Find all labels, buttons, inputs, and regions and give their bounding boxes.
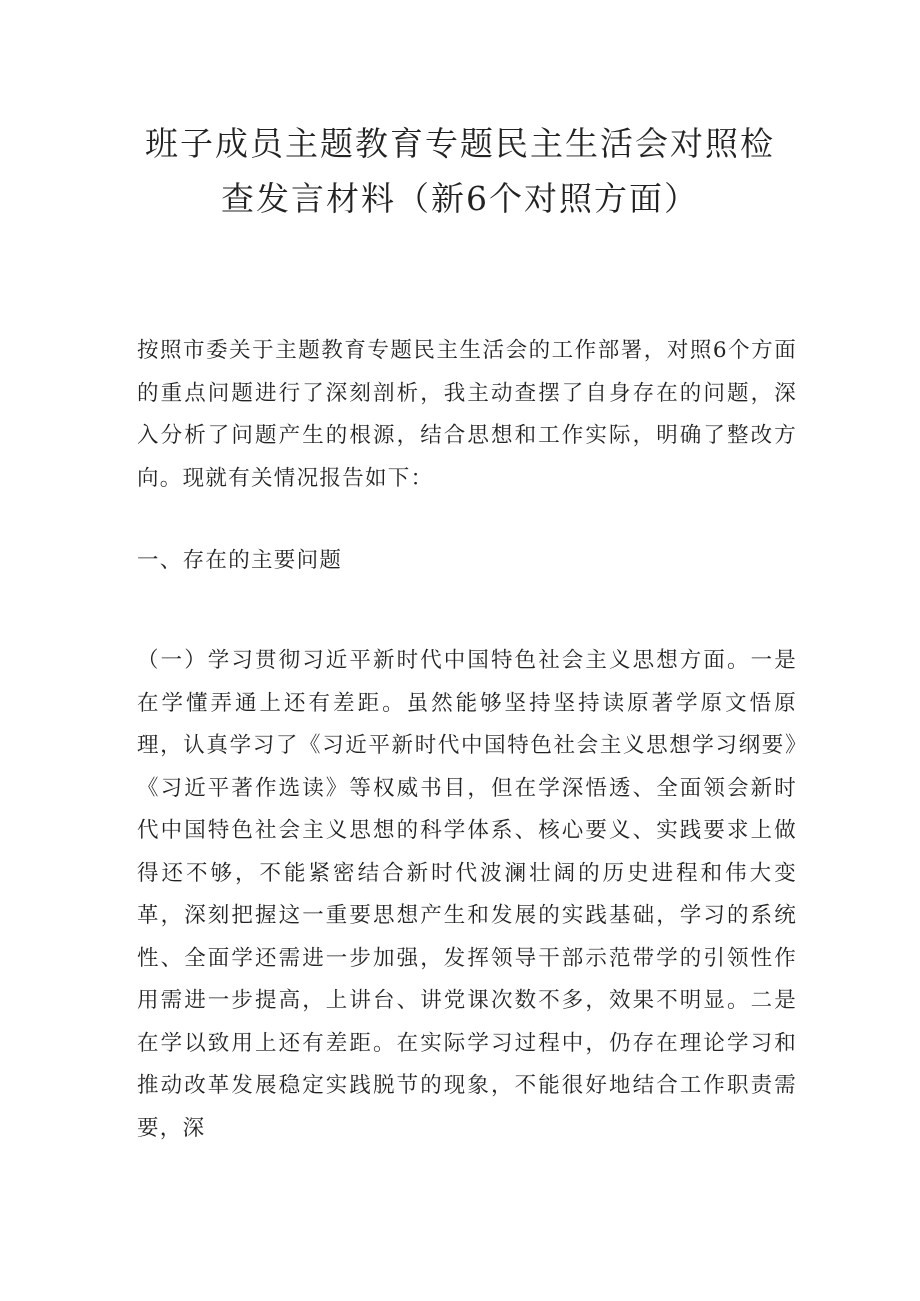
document-title — [120, 116, 800, 226]
intro-paragraph: 按照市委关于主题教育专题民主生活会的工作部署，对照6个方面的重点问题进行了深刻剖析，我主动查摆了自身存在的问题，深入分析了问题产生的根源，结合思想和工作实际，明确了整改方向。现就有关情况报告如下： — [137, 338, 797, 491]
title-line-1: 班子成员主题教育专题民主生活会对照检 — [145, 124, 775, 163]
title-line-2: 查发言材料（新6个对照方面） — [221, 179, 699, 218]
section-heading: 一、存在的主要问题 — [137, 548, 343, 573]
section-paragraph: （一）学习贯彻习近平新时代中国特色社会主义思想方面。一是在学懂弄通上还有差距。虽然能够坚持坚持读原著学原文悟原理，认真学习了《习近平新时代中国特色社会主义思想学习纲要》《习近平著作选读》等权威书目，但在学深悟透、全面领会新时代中国特色社会主义思想的科学体系、核心要义、实践要求上做得还不够，不能紧密结合新时代波澜壮阔的历史进程和伟大变革，深刻把握这一重要思想产生和发展的实践基础，学习的系统性、全面学还需进一步加强，发挥领导干部示范带学的引领性作用需进一步提高，上讲台、讲党课次数不多，效果不明显。二是在学以致用上还有差距。在实际学习过程中，仍存在理论学习和推动改革发展稳定实践脱节的现象，不能很好地结合工作职责需要，深 — [137, 648, 797, 1141]
